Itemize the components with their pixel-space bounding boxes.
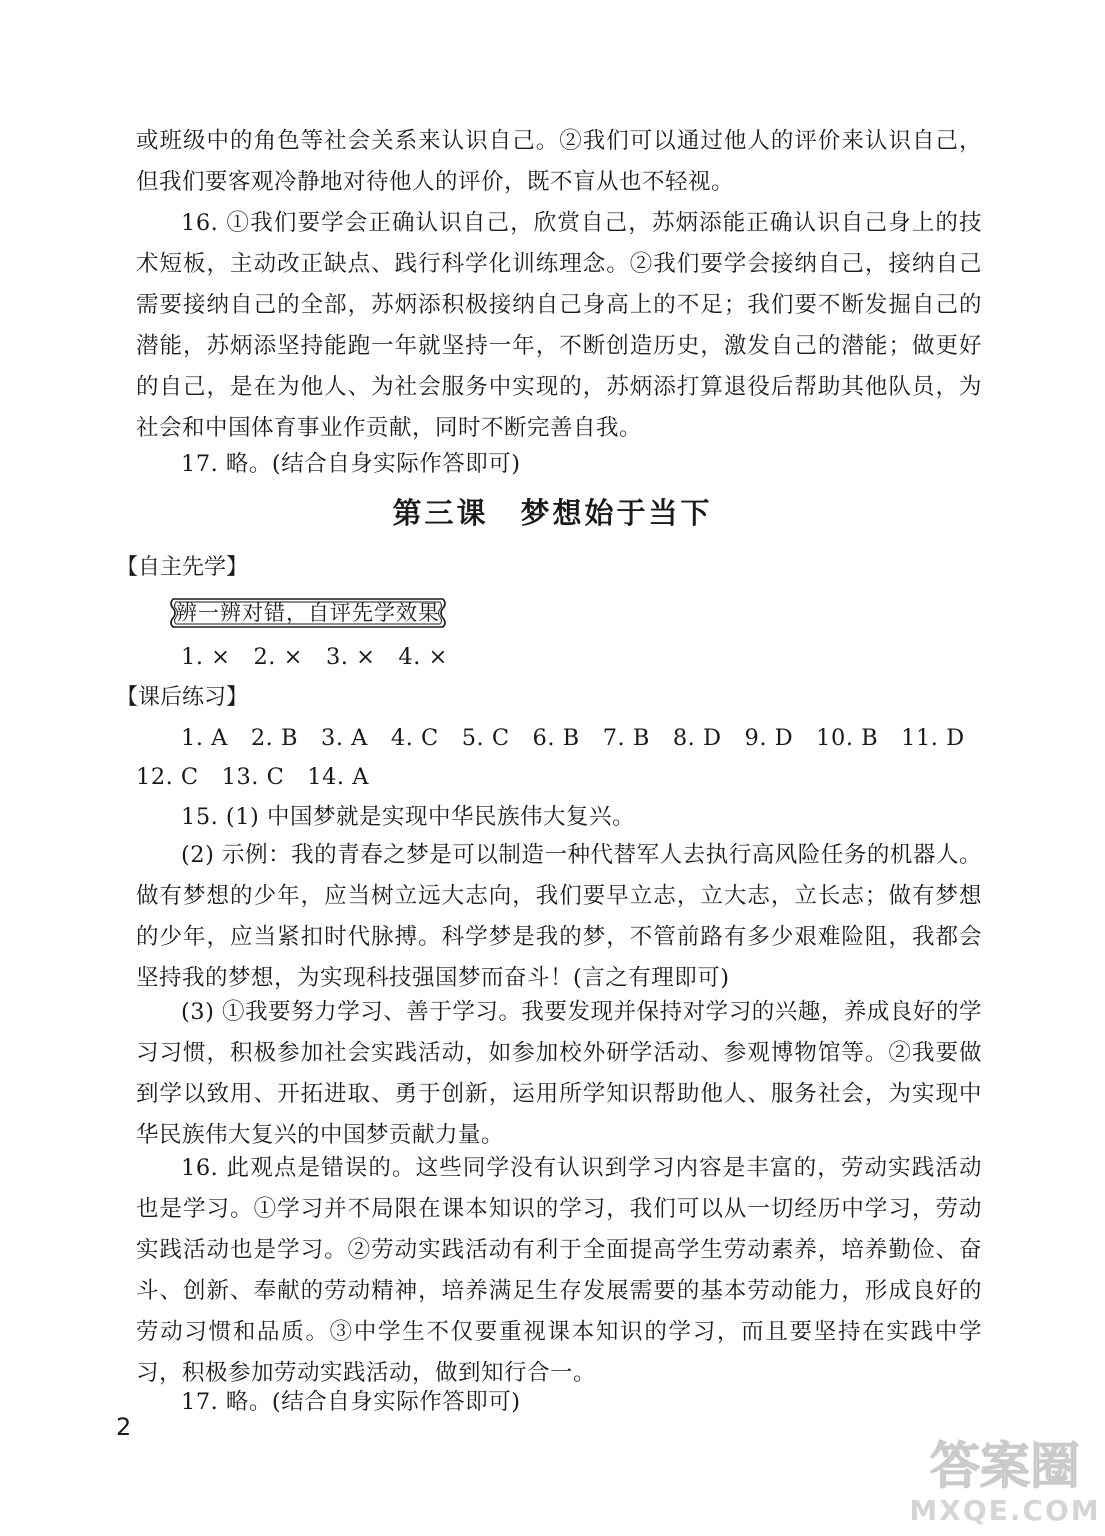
lesson-title: 第三课 梦想始于当下 [392, 496, 713, 530]
mc-answers-line-2: 12. C 13. C 14. A [136, 764, 369, 790]
answer-17: 17. 略。(结合自身实际作答即可) [181, 1389, 521, 1415]
answer-15-3: (3) ①我要努力学习、善于学习。我要发现并保持对学习的兴趣，养成良好的学习习惯，积极参加社会实践活动，如参加校外研学活动、参观博物馆等。②我要做到学以致用、开拓进取、勇于创新，运用所学知识帮助他人、服务社会，为实现中华民族伟大复兴的中国梦贡献力量。 [136, 999, 982, 1148]
svg-text:MXQE.COM: MXQE.COM [909, 1494, 1101, 1527]
answer-16-previous: 16. ①我们要学会正确认识自己，欣赏自己，苏炳添能正确认识自己身上的技术短板，主动改正缺点、践行科学化训练理念。②我们要学会接纳自己，接纳自己需要接纳自己的全部，苏炳添积极接纳自己身高上的不足；我们要不断发掘自己的潜能，苏炳添坚持能跑一年就坚持一年，不断创造历史，激发自己的潜能；做更好的自己，是在为他人、为社会服务中实现的，苏炳添打算退役后帮助其他队员，为社会和中国体育事业作贡献，同时不断完善自我。 [136, 210, 982, 441]
self-study-answers: 1. × 2. × 3. × 4. × [181, 644, 448, 670]
section-label-self-study: 【自主先学】 [116, 555, 249, 580]
answer-16: 16. 此观点是错误的。这些同学没有认识到学习内容是丰富的，劳动实践活动也是学习。①学习并不局限在课本知识的学习，我们可以从一切经历中学习，劳动实践活动也是学习。②劳动实践活动有利于全面提高学生劳动素养，培养勤俭、奋斗、创新、奉献的劳动精神，培养满足生存发展需要的基本劳动能力，形成良好的劳动习惯和品质。③中学生不仅要重视课本知识的学习，而且要坚持在实践中学习，积极参加劳动实践活动，做到知行合一。 [136, 1155, 982, 1386]
mc-answers-line-1: 1. A 2. B 3. A 4. C 5. C 6. B 7. B 8. D 9. D 10. B 11. D [181, 725, 965, 751]
watermark-logo-icon [909, 1428, 1101, 1528]
self-study-badge [165, 596, 451, 630]
answer-17-previous: 17. 略。(结合自身实际作答即可) [181, 451, 521, 477]
section-label-exercises: 【课后练习】 [116, 685, 249, 710]
badge-label: 辨一辨对错，自评先学效果 [176, 601, 440, 625]
page-number: 2 [116, 1413, 132, 1441]
svg-text:答案圈: 答案圈 [930, 1437, 1080, 1495]
paragraph-continued: 或班级中的角色等社会关系来认识自己。②我们可以通过他人的评价来认识自己，但我们要客观冷静地对待他人的评价，既不盲从也不轻视。 [136, 128, 982, 195]
answer-15-1: 15. (1) 中国梦就是实现中华民族伟大复兴。 [181, 804, 635, 830]
answer-15-2: (2) 示例：我的青春之梦是可以制造一种代替军人去执行高风险任务的机器人。做有梦想的少年，应当树立远大志向，我们要早立志，立大志，立长志；做有梦想的少年，应当紧扣时代脉搏。科学梦是我的梦，不管前路有多少艰难险阻，我都会坚持我的梦想，为实现科技强国梦而奋斗！(言之有理即可) [136, 842, 982, 991]
